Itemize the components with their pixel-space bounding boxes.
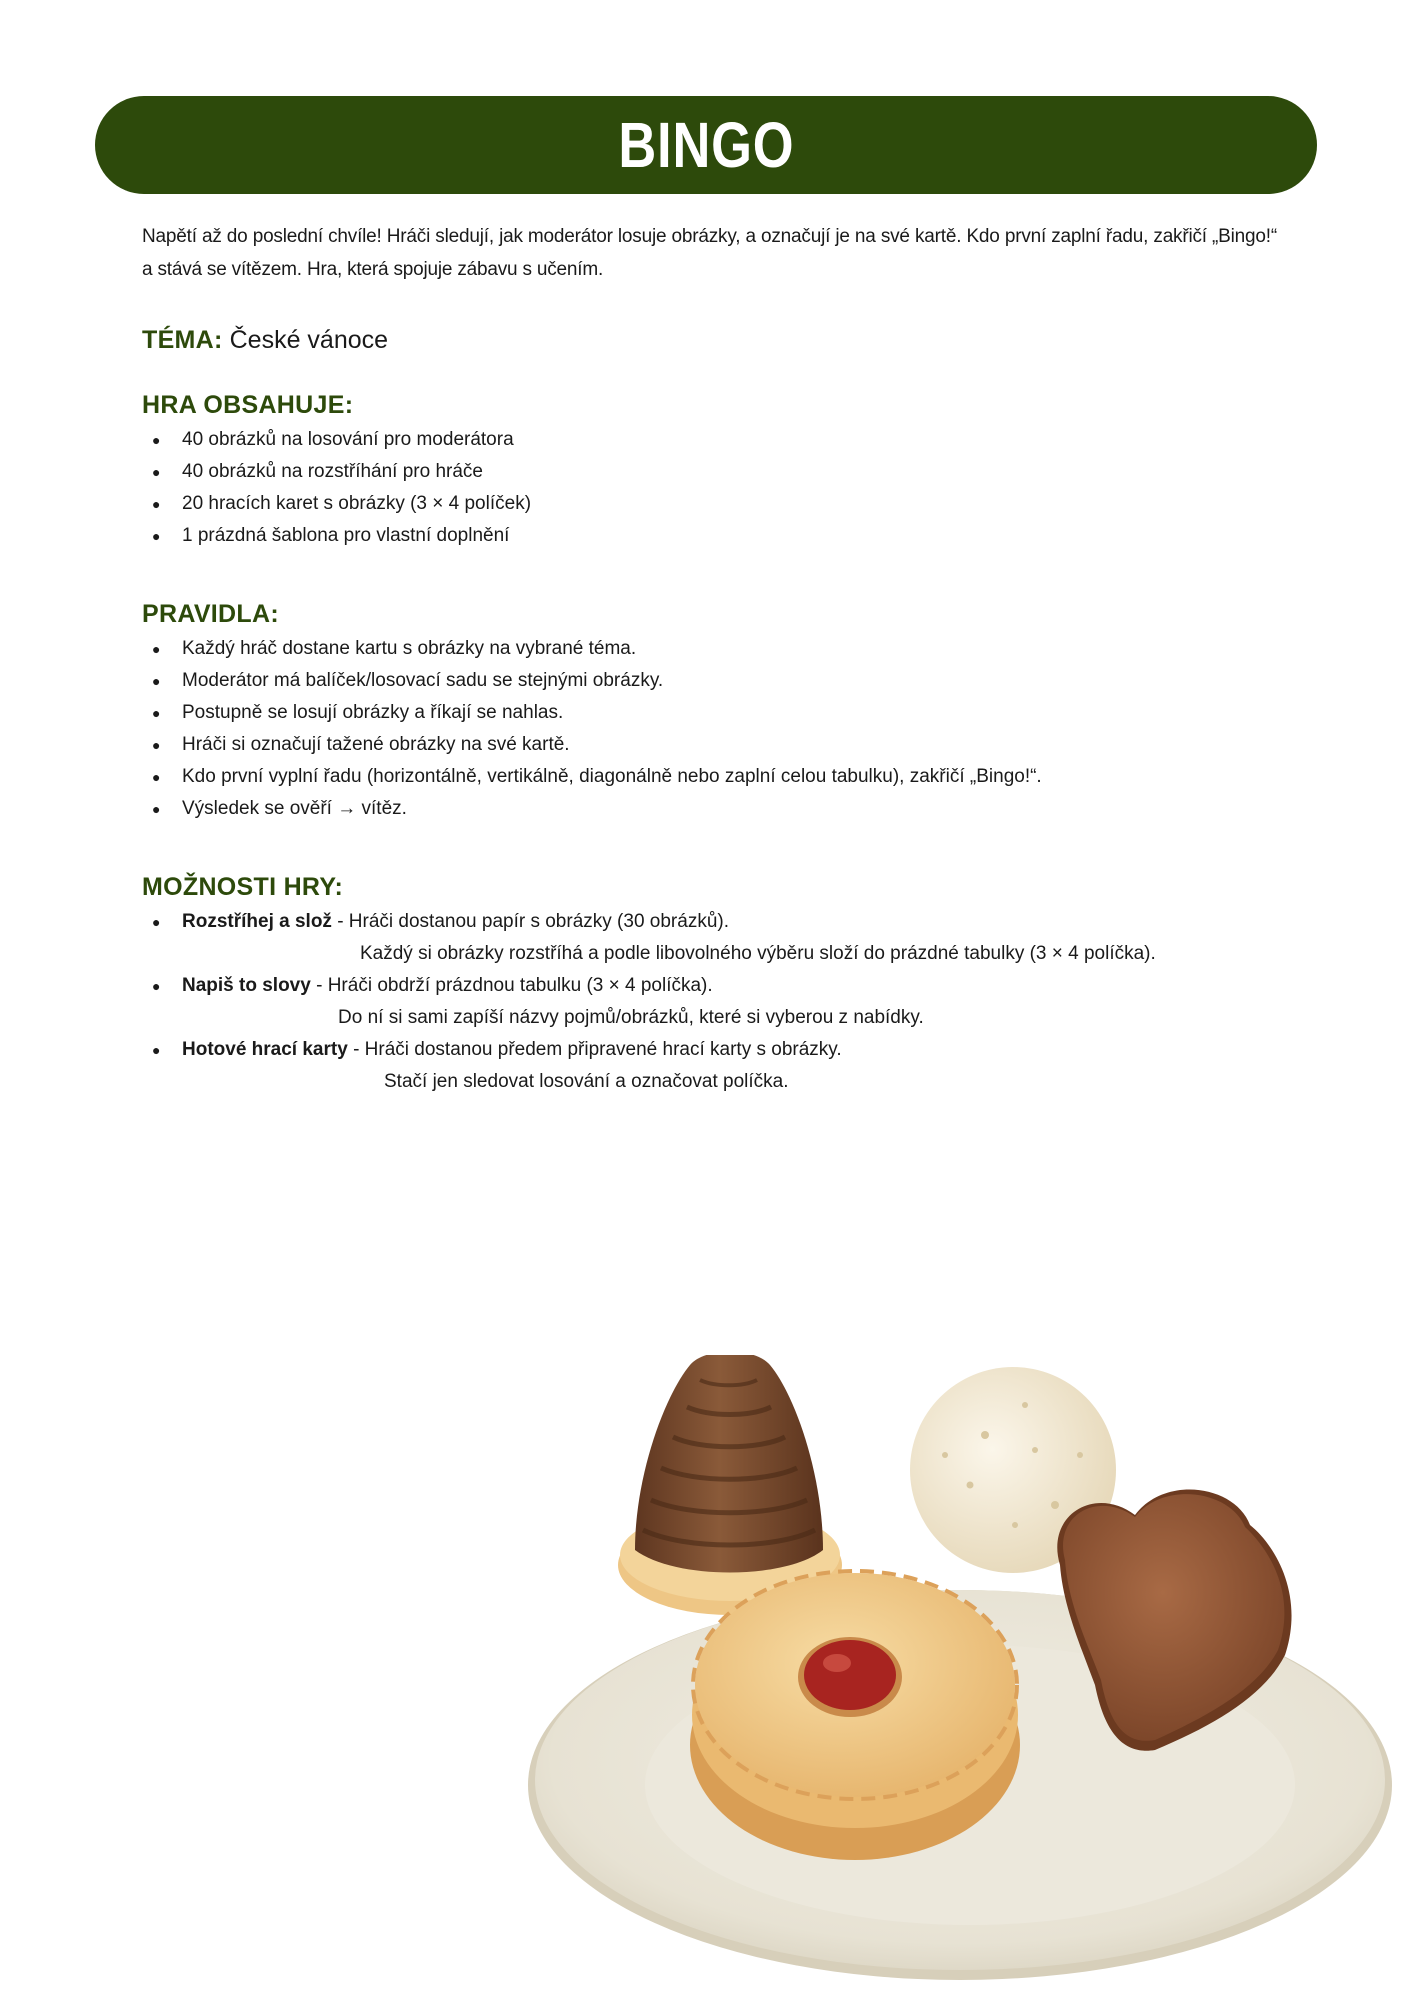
- list-item: ● Moderátor má balíček/losovací sadu se stejnými obrázky.: [182, 665, 1277, 697]
- game-contents-heading: HRA OBSAHUJE:: [142, 391, 354, 419]
- option-description-continued: Každý si obrázky rozstříhá a podle libovolného výběru složí do prázdné tabulky (3 × 4 políčka).: [360, 943, 1156, 964]
- option-description: - Hráči dostanou předem připravené hrací karty s obrázky.: [347, 1039, 842, 1060]
- option-item: [182, 906, 1277, 970]
- list-item: ● Postupně se losují obrázky a říkají se nahlas.: [182, 697, 1277, 729]
- list-item: ● Hráči si označují tažené obrázky na své kartě.: [182, 729, 1277, 761]
- option-title: Napiš to slovy: [182, 975, 311, 996]
- option-item: [182, 970, 1277, 1034]
- list-item: ● 1 prázdná šablona pro vlastní doplnění: [182, 520, 1277, 552]
- linzer-cookie: [690, 1571, 1020, 1860]
- list-item: ● 40 obrázků na losování pro moderátora: [182, 424, 1277, 456]
- page-title: BINGO: [617, 109, 795, 181]
- list-item: ● 20 hracích karet s obrázky (3 × 4 políček): [182, 488, 1277, 520]
- list-item: ● Výsledek se ověří → vítěz.: [182, 793, 1277, 825]
- content: [142, 220, 1277, 1098]
- option-description-continued: Do ní si sami zapíší názvy pojmů/obrázků, které si vyberou z nabídky.: [338, 1007, 924, 1028]
- theme-value: České vánoce: [229, 326, 389, 354]
- game-options-list: [142, 906, 1277, 1098]
- option-title: Rozstříhej a slož: [182, 911, 332, 932]
- rules-section: [142, 600, 1277, 825]
- rules-list: [142, 633, 1277, 825]
- option-item: [182, 1034, 1277, 1098]
- list-item: ● Kdo první vyplní řadu (horizontálně, vertikálně, diagonálně nebo zaplní celou tabulku), zakřičí „Bingo!“.: [182, 761, 1277, 793]
- list-item: ● 40 obrázků na rozstříhání pro hráče: [182, 456, 1277, 488]
- title-banner: [95, 96, 1317, 194]
- theme-label: TÉMA:: [142, 326, 223, 354]
- rules-heading: PRAVIDLA:: [142, 600, 279, 628]
- option-description-continued: Stačí jen sledovat losování a označovat políčka.: [384, 1071, 789, 1092]
- option-title: Hotové hrací karty: [182, 1039, 348, 1060]
- option-description: - Hráči dostanou papír s obrázky (30 obrázků).: [331, 911, 729, 932]
- game-contents-list: [142, 424, 1277, 552]
- cookie-plate-illustration: [515, 1355, 1395, 1985]
- game-options-section: [142, 873, 1277, 1098]
- game-contents-section: [142, 391, 1277, 552]
- list-item: ● Každý hráč dostane kartu s obrázky na vybrané téma.: [182, 633, 1277, 665]
- theme-row: [142, 326, 1277, 355]
- option-description: - Hráči obdrží prázdnou tabulku (3 × 4 políčka).: [310, 975, 713, 996]
- game-options-heading: MOŽNOSTI HRY:: [142, 873, 344, 901]
- intro-paragraph: Napětí až do poslední chvíle! Hráči sledují, jak moderátor losuje obrázky, a označují je na své kartě. Kdo první zaplní řadu, zakřičí „Bingo!“ a stává se vítězem. Hra, která spojuje zábavu s učením.: [142, 226, 1277, 280]
